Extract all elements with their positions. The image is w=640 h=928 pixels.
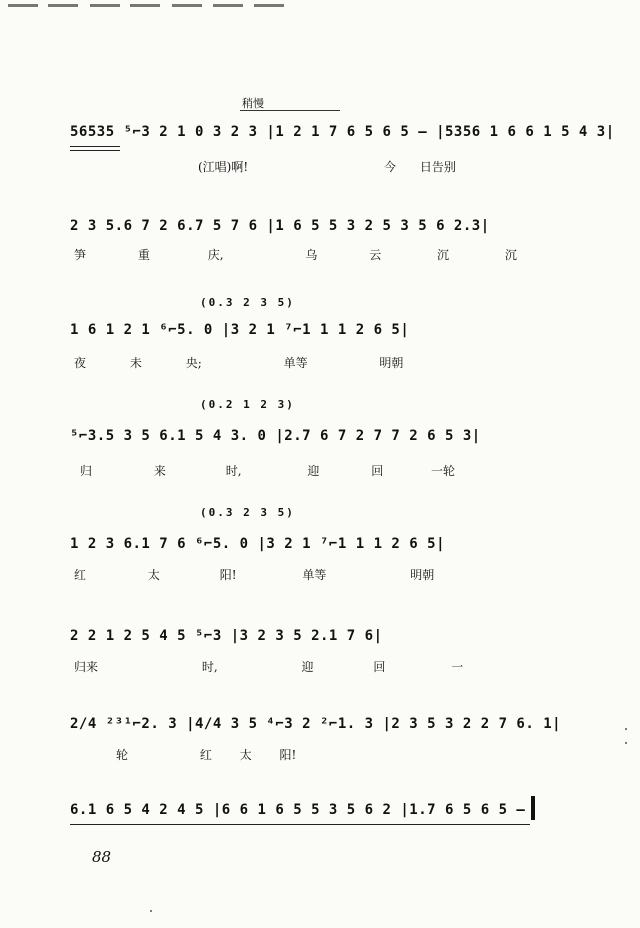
final-barline	[531, 796, 535, 820]
notation-line-2: 2 3 5.6 7 2 6.7 5 7 6 |1 6 5 5 3 2 5 3 5 6 2.3|	[70, 218, 490, 234]
lyric-word: 轮	[116, 748, 129, 762]
lyric-word: 央;	[185, 356, 202, 370]
lyric-word: 阳!	[219, 568, 237, 582]
beam-line	[70, 150, 120, 151]
lyric-line-5	[70, 566, 540, 583]
margin-dot	[625, 742, 627, 744]
lyric-word: 重	[137, 248, 150, 262]
beam-line	[70, 146, 120, 147]
grace-notes-4: (0.2 1 2 3)	[200, 398, 295, 411]
lyric-word: 一轮	[431, 464, 456, 478]
lyric-word: 太	[239, 748, 252, 762]
notation-line-1: 56535 ⁵⌐3 2 1 0 3 2 3 |1 2 1 7 6 5 6 5 — |5356 1 6 6 1 5 4 3|	[70, 124, 615, 140]
lyric-word: 迎	[301, 660, 314, 674]
top-rule	[8, 4, 38, 7]
notation-line-4: ⁵⌐3.5 3 5 6.1 5 4 3. 0 |2.7 6 7 2 7 7 2 6 5 3|	[70, 428, 481, 444]
lyric-word: 乌	[305, 248, 318, 262]
lyric-word: 太	[147, 568, 160, 582]
top-rule	[48, 4, 78, 7]
lyric-word: 单等	[283, 356, 308, 370]
tempo-mark: 稍慢	[242, 97, 264, 110]
lyric-word: 一	[451, 660, 464, 674]
grace-notes-3: (0.3 2 3 5)	[200, 296, 295, 309]
page-number: 88	[92, 848, 112, 866]
lyric-word: 红	[74, 568, 87, 582]
top-rule	[90, 4, 120, 7]
grace-notes-5: (0.3 2 3 5)	[200, 506, 295, 519]
notation-line-7: 2/4 ²³¹⌐2. 3 |4/4 3 5 ⁴⌐3 2 ²⌐1. 3 |2 3 5 3 2 2 7 6. 1|	[70, 716, 562, 732]
tempo-rule	[240, 110, 340, 111]
lyric-word: 红	[199, 748, 212, 762]
top-rule	[254, 4, 284, 7]
lyric-line-1	[70, 158, 540, 175]
lyric-word: 归	[80, 464, 93, 478]
lyric-word: 阳!	[279, 748, 297, 762]
notation-line-6: 2 2 1 2 5 4 5 ⁵⌐3 |3 2 3 5 2.1 7 6|	[70, 628, 383, 644]
lyric-word: 单等	[302, 568, 327, 582]
lyric-word: 来	[153, 464, 166, 478]
margin-dot	[625, 728, 627, 730]
lyric-word: 时,	[201, 660, 218, 674]
lyric-line-4	[70, 462, 540, 479]
lyric-line-2	[70, 246, 540, 263]
lyric-word: 回	[371, 464, 384, 478]
lyric-word: 回	[373, 660, 386, 674]
top-rule	[172, 4, 202, 7]
notation-line-8: 6.1 6 5 4 2 4 5 |6 6 1 6 5 5 3 5 6 2 |1.7 6 5 6 5 —	[70, 802, 526, 818]
lyric-word: 明朝	[379, 356, 404, 370]
margin-dot	[150, 910, 152, 912]
beam-line	[70, 824, 530, 825]
lyric-line-3	[70, 354, 540, 371]
lyric-word: 庆,	[207, 248, 224, 262]
top-rule	[130, 4, 160, 7]
lyric-line-6	[70, 658, 540, 675]
lyric-word: 云	[369, 248, 382, 262]
lyric-word: (江唱)啊!	[198, 160, 249, 174]
lyric-word: 明朝	[410, 568, 435, 582]
lyric-word: 迎	[307, 464, 320, 478]
lyric-word: 未	[129, 356, 142, 370]
lyric-word: 笋	[74, 248, 87, 262]
notation-line-3: 1 6 1 2 1 ⁶⌐5. 0 |3 2 1 ⁷⌐1 1 1 2 6 5|	[70, 322, 410, 338]
notation-line-5: 1 2 3 6.1 7 6 ⁶⌐5. 0 |3 2 1 ⁷⌐1 1 1 2 6 5|	[70, 536, 446, 552]
lyric-word: 沉	[437, 248, 450, 262]
lyric-word: 时,	[225, 464, 242, 478]
lyric-word: 沉	[504, 248, 517, 262]
top-rule	[213, 4, 243, 7]
lyric-word: 夜	[74, 356, 87, 370]
lyric-word: 日告别	[419, 160, 456, 174]
lyric-line-7	[70, 746, 540, 763]
lyric-word: 归来	[74, 660, 99, 674]
lyric-word: 今	[384, 160, 397, 174]
